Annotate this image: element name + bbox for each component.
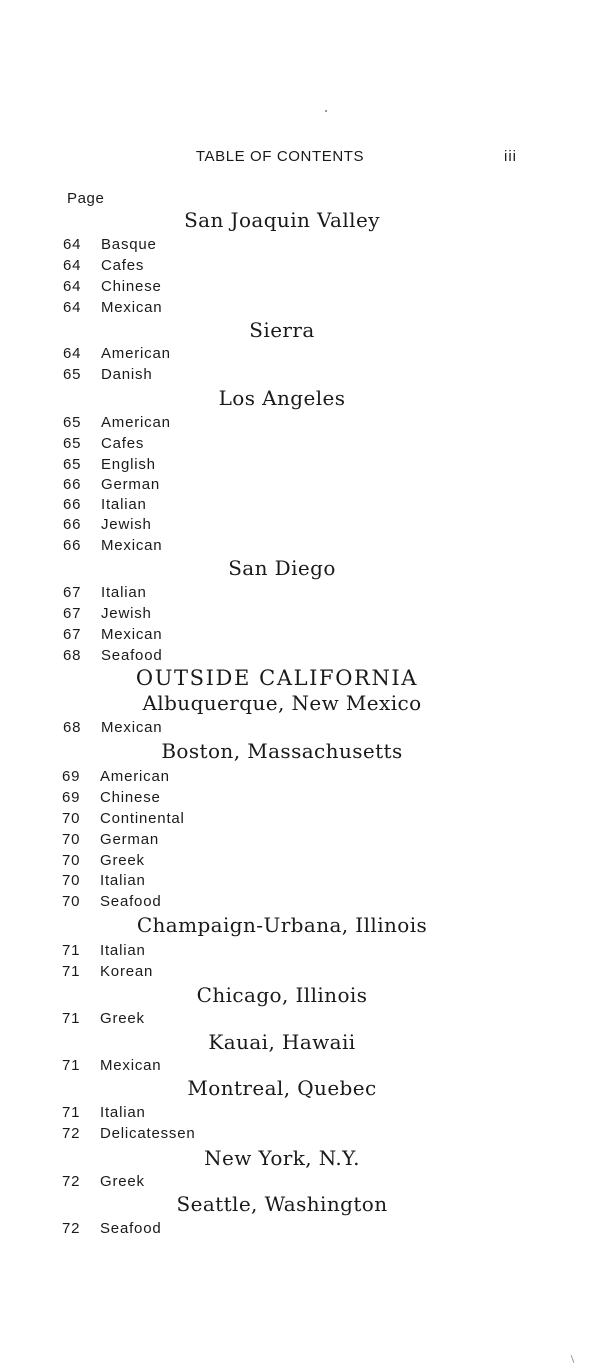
entry-page-number: 68 bbox=[63, 719, 82, 736]
section-heading: Kauai, Hawaii bbox=[208, 1030, 356, 1054]
entry-cuisine: Jewish bbox=[101, 516, 152, 533]
entry-cuisine: English bbox=[101, 456, 156, 473]
entry-cuisine: Italian bbox=[100, 1104, 146, 1121]
entry-cuisine: Italian bbox=[100, 942, 146, 959]
entry-cuisine: Cafes bbox=[101, 435, 145, 452]
entry-page-number: 67 bbox=[63, 584, 82, 601]
entry-cuisine: Korean bbox=[100, 963, 154, 980]
entry-cuisine: Delicatessen bbox=[100, 1125, 196, 1142]
entry-page-number: 71 bbox=[62, 1104, 81, 1121]
entry-cuisine: American bbox=[100, 768, 170, 785]
entry-cuisine: Continental bbox=[100, 810, 185, 827]
entry-page-number: 70 bbox=[62, 852, 81, 869]
section-heading: Montreal, Quebec bbox=[187, 1076, 377, 1100]
section-heading: Los Angeles bbox=[218, 386, 346, 410]
entry-page-number: 69 bbox=[62, 789, 81, 806]
entry-cuisine: Jewish bbox=[101, 605, 152, 622]
entry-cuisine: Mexican bbox=[100, 1057, 162, 1074]
entry-cuisine: Seafood bbox=[101, 647, 163, 664]
entry-page-number: 67 bbox=[63, 605, 82, 622]
entry-cuisine: Mexican bbox=[101, 626, 163, 643]
page-column-label: Page bbox=[67, 190, 105, 207]
entry-cuisine: Mexican bbox=[101, 719, 163, 736]
entry-cuisine: Greek bbox=[100, 1010, 145, 1027]
section-heading: Seattle, Washington bbox=[176, 1192, 388, 1216]
section-heading: Albuquerque, New Mexico bbox=[142, 691, 422, 715]
entry-page-number: 71 bbox=[62, 1010, 81, 1027]
section-heading: San Diego bbox=[228, 556, 336, 580]
section-heading: OUTSIDE CALIFORNIA bbox=[135, 666, 419, 690]
entry-page-number: 67 bbox=[63, 626, 82, 643]
entry-cuisine: American bbox=[101, 345, 171, 362]
entry-cuisine: Chinese bbox=[100, 789, 161, 806]
entry-cuisine: Greek bbox=[100, 1173, 145, 1190]
entry-page-number: 65 bbox=[63, 414, 82, 431]
section-heading: New York, N.Y. bbox=[204, 1146, 360, 1170]
entry-page-number: 64 bbox=[63, 257, 82, 274]
entry-cuisine: German bbox=[101, 476, 160, 493]
entry-page-number: 66 bbox=[63, 516, 82, 533]
entry-cuisine: Basque bbox=[101, 236, 157, 253]
entry-page-number: 66 bbox=[63, 496, 82, 513]
entry-page-number: 64 bbox=[63, 236, 82, 253]
entry-cuisine: German bbox=[100, 831, 159, 848]
entry-cuisine: Mexican bbox=[101, 299, 163, 316]
section-heading: Champaign-Urbana, Illinois bbox=[136, 913, 428, 937]
entry-page-number: 65 bbox=[63, 366, 82, 383]
entry-page-number: 71 bbox=[62, 1057, 81, 1074]
entry-page-number: 69 bbox=[62, 768, 81, 785]
entry-cuisine: Greek bbox=[100, 852, 145, 869]
section-heading: Boston, Massachusetts bbox=[161, 739, 403, 763]
entry-page-number: 66 bbox=[63, 537, 82, 554]
entry-page-number: 72 bbox=[62, 1125, 81, 1142]
entry-cuisine: Seafood bbox=[100, 1220, 162, 1237]
entry-cuisine: Italian bbox=[101, 496, 147, 513]
page-title: TABLE OF CONTENTS bbox=[195, 148, 365, 165]
entry-page-number: 68 bbox=[63, 647, 82, 664]
entry-page-number: 66 bbox=[63, 476, 82, 493]
entry-cuisine: Italian bbox=[101, 584, 147, 601]
entry-cuisine: Chinese bbox=[101, 278, 162, 295]
entry-page-number: 71 bbox=[62, 942, 81, 959]
entry-page-number: 70 bbox=[62, 831, 81, 848]
entry-page-number: 72 bbox=[62, 1173, 81, 1190]
section-heading: Chicago, Illinois bbox=[196, 983, 368, 1007]
entry-cuisine: American bbox=[101, 414, 171, 431]
section-heading: San Joaquin Valley bbox=[184, 208, 380, 232]
entry-page-number: 64 bbox=[63, 345, 82, 362]
entry-cuisine: Seafood bbox=[100, 893, 162, 910]
entry-page-number: 64 bbox=[63, 299, 82, 316]
entry-cuisine: Danish bbox=[101, 366, 153, 383]
entry-page-number: 65 bbox=[63, 456, 82, 473]
entry-page-number: 70 bbox=[62, 893, 81, 910]
entry-page-number: 71 bbox=[62, 963, 81, 980]
entry-page-number: 65 bbox=[63, 435, 82, 452]
entry-cuisine: Mexican bbox=[101, 537, 163, 554]
entry-page-number: 70 bbox=[62, 810, 81, 827]
entry-cuisine: Cafes bbox=[101, 257, 145, 274]
entry-page-number: 72 bbox=[62, 1220, 81, 1237]
entry-page-number: 70 bbox=[62, 872, 81, 889]
section-heading: Sierra bbox=[249, 318, 315, 342]
page-number: iii bbox=[504, 148, 517, 165]
entry-page-number: 64 bbox=[63, 278, 82, 295]
entry-cuisine: Italian bbox=[100, 872, 146, 889]
